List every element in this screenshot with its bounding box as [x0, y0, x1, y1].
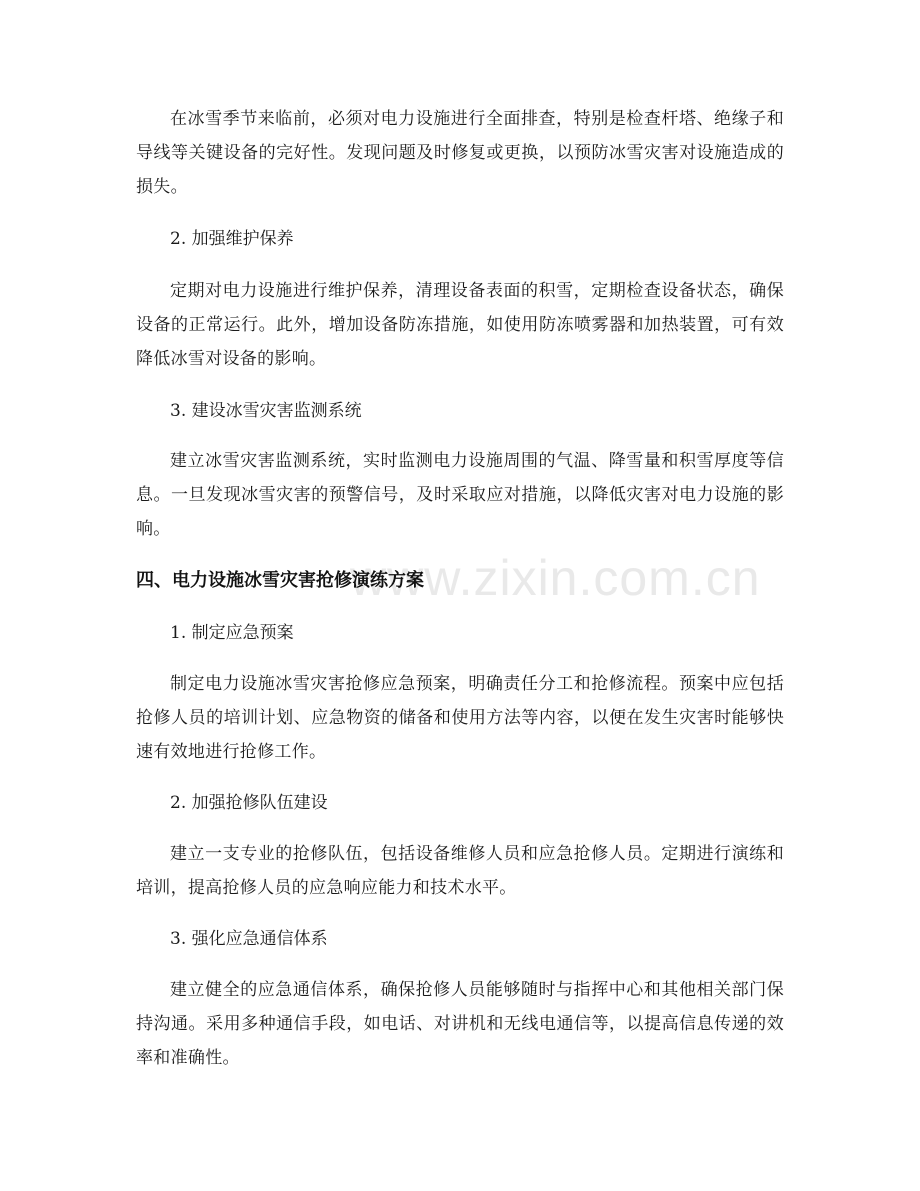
subheading-monitoring-system: 3. 建设冰雪灾害监测系统 — [170, 401, 362, 421]
subheading-repair-team: 2. 加强抢修队伍建设 — [170, 793, 328, 813]
subheading-maintenance: 2. 加强维护保养 — [170, 229, 294, 249]
paragraph-monitoring-system: 建立冰雪灾害监测系统，实时监测电力设施周围的气温、降雪量和积雪厚度等信息。一旦发现冰雪灾害的预警信号，及时采取应对措施，以降低灾害对电力设施的影响。 — [136, 451, 784, 539]
subheading-emergency-communication: 3. 强化应急通信体系 — [170, 929, 328, 949]
subheading-emergency-plan: 1. 制定应急预案 — [170, 623, 294, 643]
paragraph-repair-team: 建立一支专业的抢修队伍，包括设备维修人员和应急抢修人员。定期进行演练和培训，提高抢修人员的应急响应能力和技术水平。 — [136, 844, 784, 898]
section-heading-repair-drill: 四、电力设施冰雪灾害抢修演练方案 — [136, 570, 424, 591]
paragraph-maintenance: 定期对电力设施进行维护保养，清理设备表面的积雪，定期检查设备状态，确保设备的正常运行。此外，增加设备防冻措施，如使用防冻喷雾器和加热装置，可有效降低冰雪对设备的影响。 — [136, 281, 784, 369]
paragraph-emergency-communication: 建立健全的应急通信体系，确保抢修人员能够随时与指挥中心和其他相关部门保持沟通。采用多种通信手段，如电话、对讲机和无线电通信等，以提高信息传递的效率和准确性。 — [136, 980, 784, 1068]
watermark-text: www.zixin.com.cn — [350, 550, 761, 606]
paragraph-facility-inspection: 在冰雪季节来临前，必须对电力设施进行全面排查，特别是检查杆塔、绝缘子和导线等关键设备的完好性。发现问题及时修复或更换，以预防冰雪灾害对设施造成的损失。 — [136, 109, 784, 197]
paragraph-emergency-plan: 制定电力设施冰雪灾害抢修应急预案，明确责任分工和抢修流程。预案中应包括抢修人员的培训计划、应急物资的储备和使用方法等内容，以便在发生灾害时能够快速有效地进行抢修工作。 — [136, 674, 784, 762]
